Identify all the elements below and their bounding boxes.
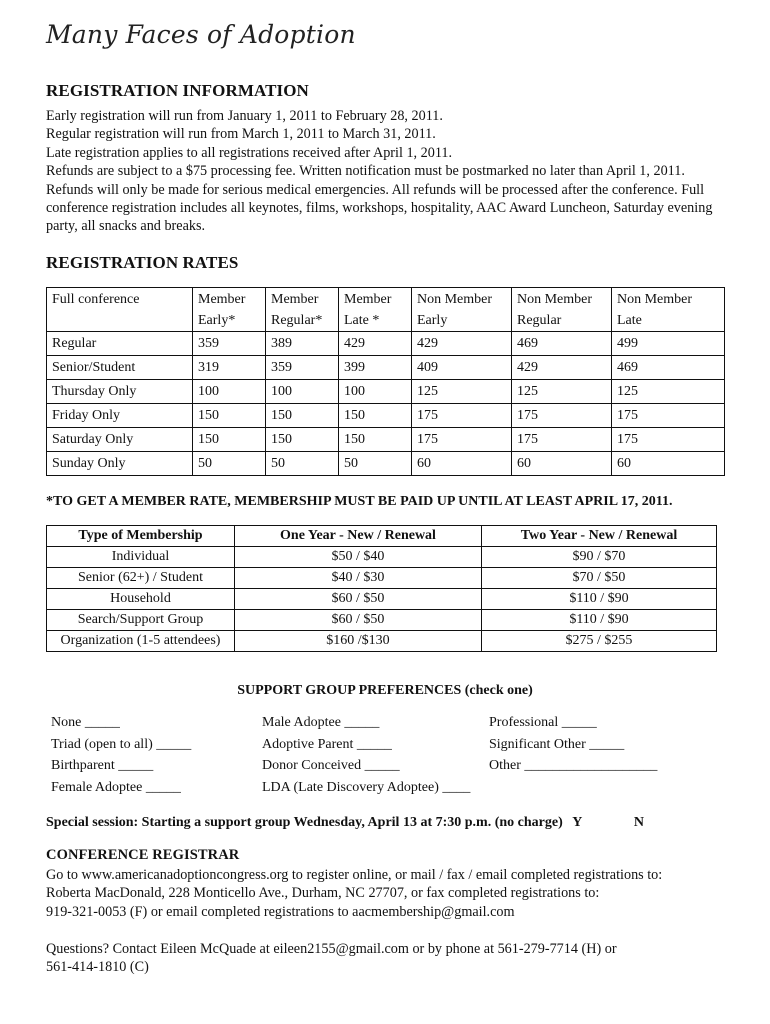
rate-cell: 50: [193, 452, 266, 476]
rate-cell: 50: [339, 452, 412, 476]
member-rate-note: *TO GET A MEMBER RATE, MEMBERSHIP MUST BE PAID UP UNTIL AT LEAST APRIL 17, 2011.: [46, 494, 673, 509]
info-line: Refunds will only be made for serious medical emergencies. All refunds will be processed after the conference. Full: [46, 181, 705, 198]
rate-cell: 319: [193, 356, 266, 380]
questions-line: Questions? Contact Eileen McQuade at eileen2155@gmail.com or by phone at 561-279-7714 (H) or: [46, 941, 617, 957]
registration-info-heading: REGISTRATION INFORMATION: [46, 81, 309, 100]
info-line: Late registration applies to all registrations received after April 1, 2011.: [46, 144, 453, 161]
rate-cell: 60: [512, 452, 612, 476]
membership-header-row: [47, 526, 717, 547]
rate-cell: 150: [266, 428, 339, 452]
rate-cell: 125: [612, 380, 725, 404]
rate-cell: 150: [193, 404, 266, 428]
rate-cell: 409: [412, 356, 512, 380]
rate-cell: 359: [266, 356, 339, 380]
support-group-option-female-adoptee[interactable]: Female Adoptee _____: [51, 779, 181, 795]
rate-cell: 150: [339, 428, 412, 452]
support-group-option-professional[interactable]: Professional _____: [489, 715, 597, 730]
membership-price: $50 / $40: [235, 547, 482, 568]
membership-price: $110 / $90: [482, 589, 717, 610]
special-session-no[interactable]: N: [633, 815, 645, 830]
special-session-yes[interactable]: Y: [572, 815, 583, 830]
membership-price: $110 / $90: [482, 610, 717, 631]
registrar-line: 919-321-0053 (F) or email completed registrations to aacmembership@gmail.com: [46, 903, 515, 920]
support-group-option-none[interactable]: None _____: [51, 715, 120, 730]
registration-rates-table: [46, 287, 725, 476]
membership-price: $60 / $50: [235, 589, 482, 610]
membership-type: Individual: [47, 547, 235, 568]
rate-cell: 100: [266, 380, 339, 404]
rate-cell: 175: [612, 404, 725, 428]
rates-header-cell: Non Member Early: [412, 288, 512, 332]
rates-header-cell: Member Late *: [339, 288, 412, 332]
rate-label: Saturday Only: [47, 428, 193, 452]
rate-cell: 469: [512, 332, 612, 356]
support-group-column-1: [51, 712, 191, 798]
support-group-option-lda[interactable]: LDA (Late Discovery Adoptee) ____: [262, 779, 471, 795]
info-line: conference registration includes all keynotes, films, workshops, hospitality, AAC Award Luncheon, Saturday evening: [46, 200, 713, 217]
membership-type: Household: [47, 589, 235, 610]
support-group-option-significant-other[interactable]: Significant Other _____: [489, 736, 625, 752]
table-row: [47, 332, 725, 356]
rates-header-cell: Full conference: [47, 288, 193, 332]
rate-cell: 150: [266, 404, 339, 428]
info-line: party, all snacks and breaks.: [46, 218, 206, 235]
registrar-text: [46, 866, 736, 921]
membership-price: $40 / $30: [235, 568, 482, 589]
table-row: [47, 404, 725, 428]
table-row: [47, 428, 725, 452]
rate-label: Friday Only: [47, 404, 193, 428]
rate-cell: 175: [512, 404, 612, 428]
membership-price: $70 / $50: [482, 568, 717, 589]
rate-cell: 175: [412, 404, 512, 428]
rate-cell: 150: [193, 428, 266, 452]
support-group-option-donor-conceived[interactable]: Donor Conceived _____: [262, 758, 400, 773]
rates-header-cell: Non Member Late: [612, 288, 725, 332]
rate-cell: 175: [512, 428, 612, 452]
info-line: Regular registration will run from March 1, 2011 to March 31, 2011.: [46, 126, 436, 143]
rate-cell: 100: [339, 380, 412, 404]
support-group-option-other[interactable]: Other ___________________: [489, 758, 658, 773]
table-row: [47, 452, 725, 476]
rate-cell: 50: [266, 452, 339, 476]
rate-cell: 175: [412, 428, 512, 452]
support-group-title: SUPPORT GROUP PREFERENCES (check one): [237, 683, 533, 698]
table-row: [47, 380, 725, 404]
rate-label: Senior/Student: [47, 356, 193, 380]
membership-type: Organization (1-5 attendees): [47, 631, 235, 652]
support-group-option-adoptive-parent[interactable]: Adoptive Parent _____: [262, 736, 392, 752]
membership-price: $90 / $70: [482, 547, 717, 568]
special-session-text: Special session: Starting a support group Wednesday, April 13 at 7:30 p.m. (no charge): [46, 815, 563, 830]
membership-type: Senior (62+) / Student: [47, 568, 235, 589]
membership-price: $275 / $255: [482, 631, 717, 652]
registration-rates-heading: REGISTRATION RATES: [46, 253, 239, 272]
rate-label: Thursday Only: [47, 380, 193, 404]
rate-cell: 429: [339, 332, 412, 356]
questions-text: [46, 940, 736, 977]
support-group-option-birthparent[interactable]: Birthparent _____: [51, 758, 154, 773]
rate-cell: 499: [612, 332, 725, 356]
special-session-line: [46, 815, 644, 831]
membership-header-cell: One Year - New / Renewal: [235, 526, 482, 547]
rate-cell: 359: [193, 332, 266, 356]
rate-cell: 429: [412, 332, 512, 356]
rate-cell: 60: [412, 452, 512, 476]
membership-type: Search/Support Group: [47, 610, 235, 631]
membership-price: $160 /$130: [235, 631, 482, 652]
support-group-column-3: [489, 712, 657, 777]
logo-wordmark: Many Faces of Adoption: [46, 20, 356, 49]
info-line: Refunds are subject to a $75 processing fee. Written notification must be postmarked no later than April 1, 2011.: [46, 163, 685, 180]
conference-registrar-heading: CONFERENCE REGISTRAR: [46, 847, 240, 863]
rate-cell: 389: [266, 332, 339, 356]
rate-cell: 125: [512, 380, 612, 404]
table-row: [47, 610, 717, 631]
rate-cell: 429: [512, 356, 612, 380]
rate-cell: 60: [612, 452, 725, 476]
membership-header-cell: Two Year - New / Renewal: [482, 526, 717, 547]
rate-label: Regular: [47, 332, 193, 356]
rate-cell: 469: [612, 356, 725, 380]
table-row: [47, 589, 717, 610]
table-row: [47, 356, 725, 380]
membership-table: [46, 525, 717, 652]
registrar-line: Go to www.americanadoptioncongress.org to register online, or mail / fax / email completed registrations to:: [46, 867, 663, 883]
rate-cell: 125: [412, 380, 512, 404]
membership-header-cell: Type of Membership: [47, 526, 235, 547]
table-row: [47, 631, 717, 652]
rates-header-cell: Member Early*: [193, 288, 266, 332]
rates-header-cell: Member Regular*: [266, 288, 339, 332]
rate-cell: 399: [339, 356, 412, 380]
rate-cell: 150: [339, 404, 412, 428]
rates-header-row: [47, 288, 725, 332]
table-row: [47, 547, 717, 568]
membership-price: $60 / $50: [235, 610, 482, 631]
info-line: Early registration will run from January 1, 2011 to February 28, 2011.: [46, 108, 443, 124]
questions-line: 561-414-1810 (C): [46, 959, 149, 976]
table-row: [47, 568, 717, 589]
support-group-column-2: [262, 712, 470, 798]
support-group-option-triad[interactable]: Triad (open to all) _____: [51, 736, 192, 752]
registration-info-text: [46, 107, 736, 236]
rate-cell: 100: [193, 380, 266, 404]
support-group-option-male-adoptee[interactable]: Male Adoptee _____: [262, 715, 380, 730]
rate-cell: 175: [612, 428, 725, 452]
registrar-line: Roberta MacDonald, 228 Monticello Ave., Durham, NC 27707, or fax completed registrations to:: [46, 885, 600, 902]
rates-header-cell: Non Member Regular: [512, 288, 612, 332]
rate-label: Sunday Only: [47, 452, 193, 476]
